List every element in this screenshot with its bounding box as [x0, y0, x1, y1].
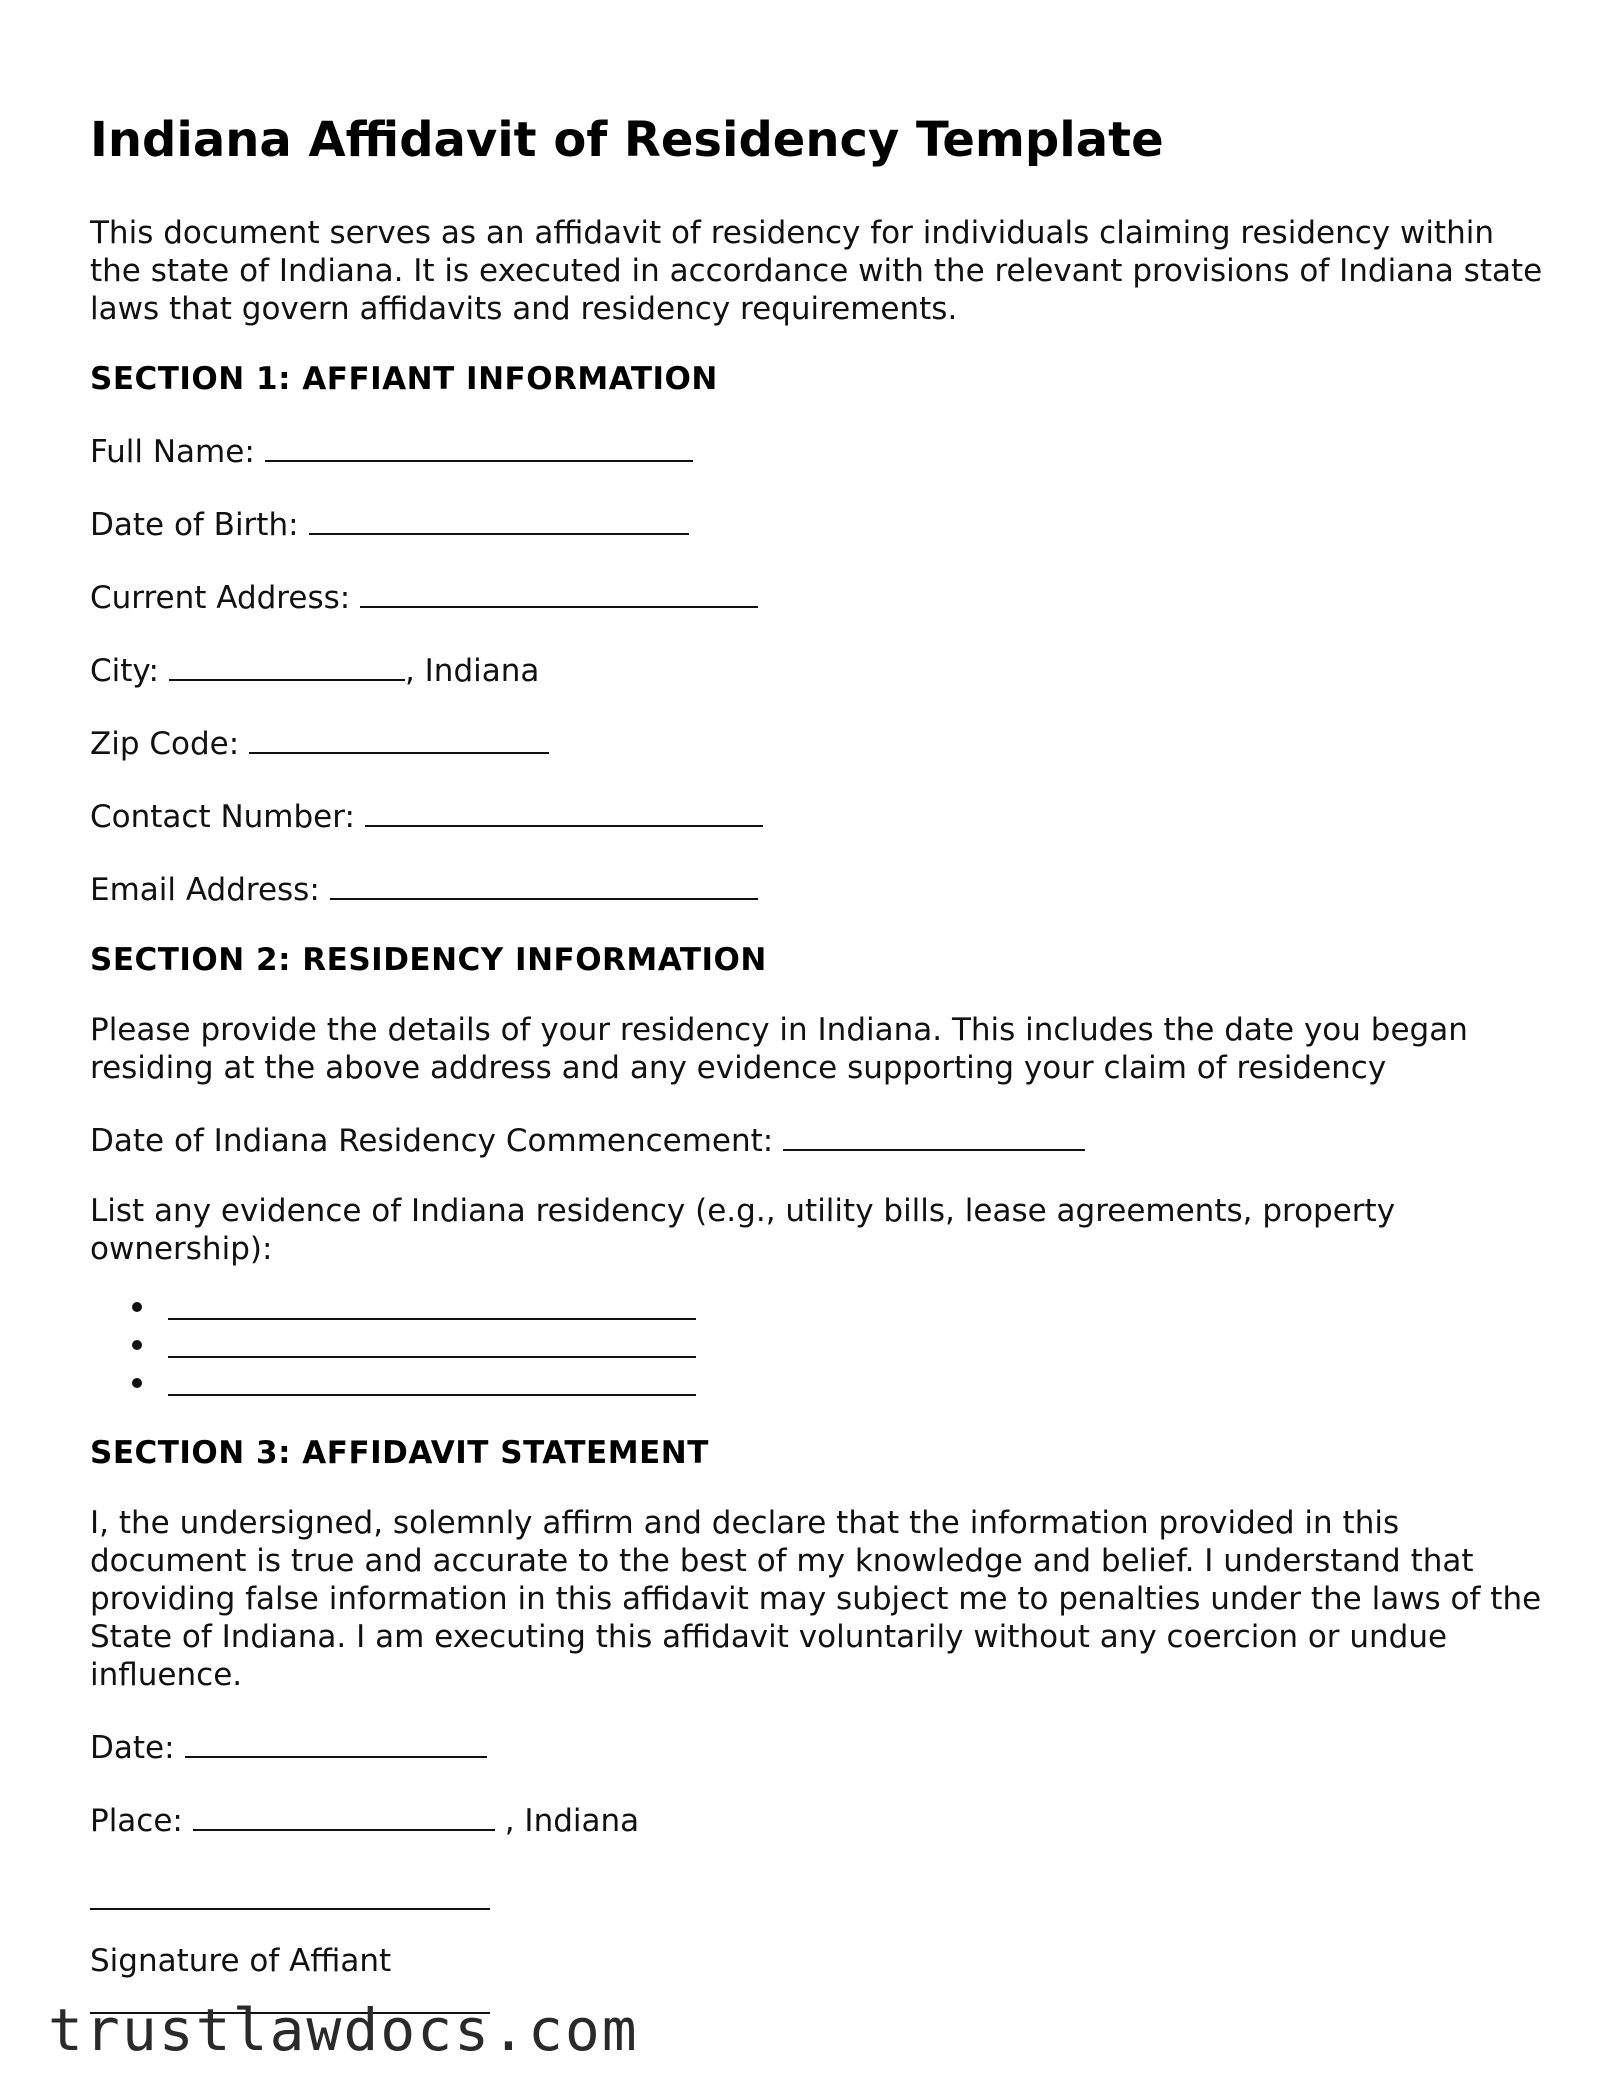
- bullet-icon: [132, 1340, 142, 1350]
- place-label: Place:: [90, 1803, 183, 1839]
- address-field: [90, 576, 1550, 617]
- section-3-heading: SECTION 3: AFFIDAVIT STATEMENT: [90, 1435, 709, 1471]
- contact-label: Contact Number:: [90, 799, 355, 835]
- list-item: [132, 1364, 1550, 1402]
- signature-label: Signature of Affiant: [90, 1943, 392, 1979]
- city-label: City:: [90, 653, 159, 689]
- zip-field: [90, 722, 1550, 763]
- document-page: [90, 108, 1550, 1980]
- commencement-label: Date of Indiana Residency Commencement:: [90, 1123, 774, 1159]
- evidence-prompt: List any evidence of Indiana residency (e.g., utility bills, lease agreements, property ownership):: [90, 1193, 1396, 1267]
- date-input[interactable]: [185, 1726, 487, 1758]
- list-item: [132, 1288, 1550, 1326]
- dob-field: [90, 503, 1550, 544]
- evidence-input-2[interactable]: [168, 1326, 696, 1358]
- evidence-input-1[interactable]: [168, 1288, 696, 1320]
- zip-input[interactable]: [249, 722, 549, 754]
- address-label: Current Address:: [90, 580, 351, 616]
- evidence-input-3[interactable]: [168, 1364, 696, 1396]
- bullet-icon: [132, 1302, 142, 1312]
- commencement-field: [90, 1119, 1550, 1160]
- evidence-list: [90, 1288, 1550, 1402]
- dob-label: Date of Birth:: [90, 507, 299, 543]
- place-suffix: , Indiana: [494, 1803, 640, 1839]
- contact-input[interactable]: [365, 795, 763, 827]
- commencement-input[interactable]: [783, 1119, 1085, 1151]
- affidavit-statement: I, the undersigned, solemnly affirm and declare that the information provided in this document is true and accurate to the best of my knowledge and belief. I understand that providing false information in this affidavit may subject me to penalties under the laws of the State of Indiana. I am executing this affidavit voluntarily without any coercion or undue influence.: [90, 1505, 1542, 1693]
- zip-label: Zip Code:: [90, 726, 240, 762]
- email-input[interactable]: [330, 868, 758, 900]
- watermark-text: trustlawdocs.com: [48, 1996, 639, 2064]
- date-label: Date:: [90, 1730, 175, 1766]
- email-label: Email Address:: [90, 872, 320, 908]
- place-field: [90, 1799, 1550, 1840]
- full-name-input[interactable]: [265, 430, 693, 462]
- residency-instructions: Please provide the details of your residency in Indiana. This includes the date you began residing at the above address and any evidence supporting your claim of residency: [90, 1012, 1468, 1086]
- city-input[interactable]: [169, 649, 405, 681]
- dob-input[interactable]: [309, 503, 689, 535]
- place-input[interactable]: [193, 1799, 495, 1831]
- city-field: [90, 649, 1550, 690]
- intro-paragraph: This document serves as an affidavit of residency for individuals claiming residency within the state of Indiana. It is executed in accordance with the relevant provisions of Indiana state laws that govern affidavits and residency requirements.: [90, 215, 1543, 327]
- contact-field: [90, 795, 1550, 836]
- city-suffix: , Indiana: [404, 653, 540, 689]
- document-title: Indiana Affidavit of Residency Template: [90, 112, 1164, 168]
- address-input[interactable]: [360, 576, 758, 608]
- email-field: [90, 868, 1550, 909]
- bullet-icon: [132, 1378, 142, 1388]
- full-name-label: Full Name:: [90, 434, 255, 470]
- section-1-heading: SECTION 1: AFFIANT INFORMATION: [90, 361, 718, 397]
- list-item: [132, 1326, 1550, 1364]
- date-field: [90, 1726, 1550, 1767]
- section-2-heading: SECTION 2: RESIDENCY INFORMATION: [90, 942, 767, 978]
- full-name-field: [90, 430, 1550, 471]
- signature-line[interactable]: [90, 1872, 490, 1910]
